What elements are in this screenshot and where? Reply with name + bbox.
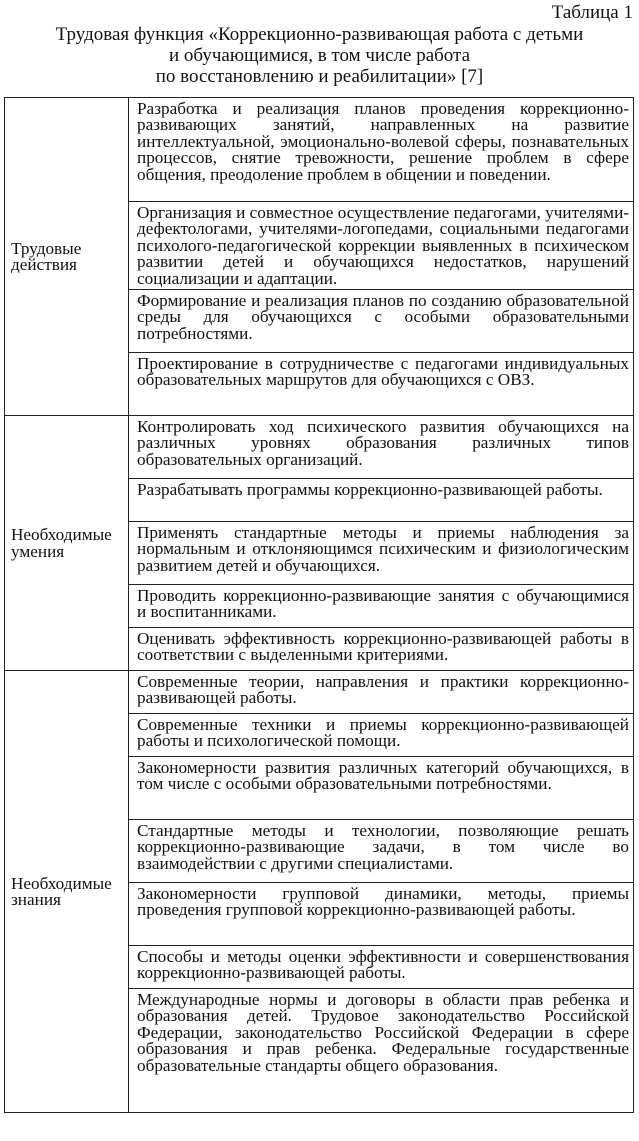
category-cell-required-skills: Необходимые умения: [5, 416, 129, 671]
table-row: [5, 98, 634, 202]
item-cell: Современные теории, направления и практики коррекционно-развивающей работы.: [129, 671, 634, 714]
item-cell: Разрабатывать программы коррекционно-развивающей работы.: [129, 479, 634, 522]
item-cell: Разработка и реализация планов проведения коррекционно-развивающих занятий, направленных на развитие интеллектуальной, эмоционально-волевой сферы, познавательных процессов, снятие тревожности, решение проблем в сфере общения, преодоление проблем в общении и поведении.: [129, 98, 634, 202]
caption-line: и обучающимися, в том числе работа: [168, 45, 471, 66]
caption-line: Трудовая функция «Коррекционно-развивающая работа с детьми: [55, 24, 584, 45]
category-cell-required-knowledge: Необходимые знания: [5, 671, 129, 1113]
item-cell: Применять стандартные методы и приемы наблюдения за нормальным и отклоняющимся психическим и физиологическим развитием детей и обучающихся.: [129, 522, 634, 585]
item-cell: Современные техники и приемы коррекционно-развивающей работы и психологической помощи.: [129, 714, 634, 757]
table-row: [5, 671, 634, 714]
table-row: [5, 416, 634, 479]
table-label: Таблица 1: [551, 2, 633, 23]
item-cell: Организация и совместное осуществление педагогами, учителями-дефектологами, учителями-логопедами, социальными педагогами психолого-педагогической коррекции выявленных в психическом развитии детей и обучающихся недостатков, нарушений социализации и адаптации.: [129, 202, 634, 290]
item-cell: Проектирование в сотрудничестве с педагогами индивидуальных образовательных маршрутов для обучающихся с ОВЗ.: [129, 353, 634, 416]
item-cell: Формирование и реализация планов по созданию образовательной среды для обучающихся с особыми образовательными потребностями.: [129, 290, 634, 353]
item-cell: Закономерности групповой динамики, методы, приемы проведения групповой коррекционно-развивающей работы.: [129, 883, 634, 946]
item-cell: Международные нормы и договоры в области прав ребенка и образования детей. Трудовое законодательство Российской Федерации, законодательство Российской Федерации в сфере образования и прав ребенка. Федеральные государственные образовательные стандарты общего образования.: [129, 989, 634, 1113]
labor-function-table: [4, 97, 634, 1113]
item-cell: Способы и методы оценки эффективности и совершенствования коррекционно-развивающей работы.: [129, 946, 634, 989]
item-cell: Проводить коррекционно-развивающие занятия с обучающимися и воспитанниками.: [129, 585, 634, 628]
item-cell: Оценивать эффективность коррекционно-развивающей работы в соответствии с выделенными критериями.: [129, 628, 634, 671]
table-caption: [0, 24, 639, 87]
caption-line: по восстановлению и реабилитации» [7]: [155, 66, 484, 87]
item-cell: Контролировать ход психического развития обучающихся на различных уровнях образования различных типов образовательных организаций.: [129, 416, 634, 479]
item-cell: Стандартные методы и технологии, позволяющие решать коррекционно-развивающие задачи, в том числе во взаимодействии с другими специалистами.: [129, 820, 634, 883]
category-cell-labor-actions: Трудовые действия: [5, 98, 129, 416]
item-cell: Закономерности развития различных категорий обучающихся, в том числе с особыми образовательными потребностями.: [129, 757, 634, 820]
